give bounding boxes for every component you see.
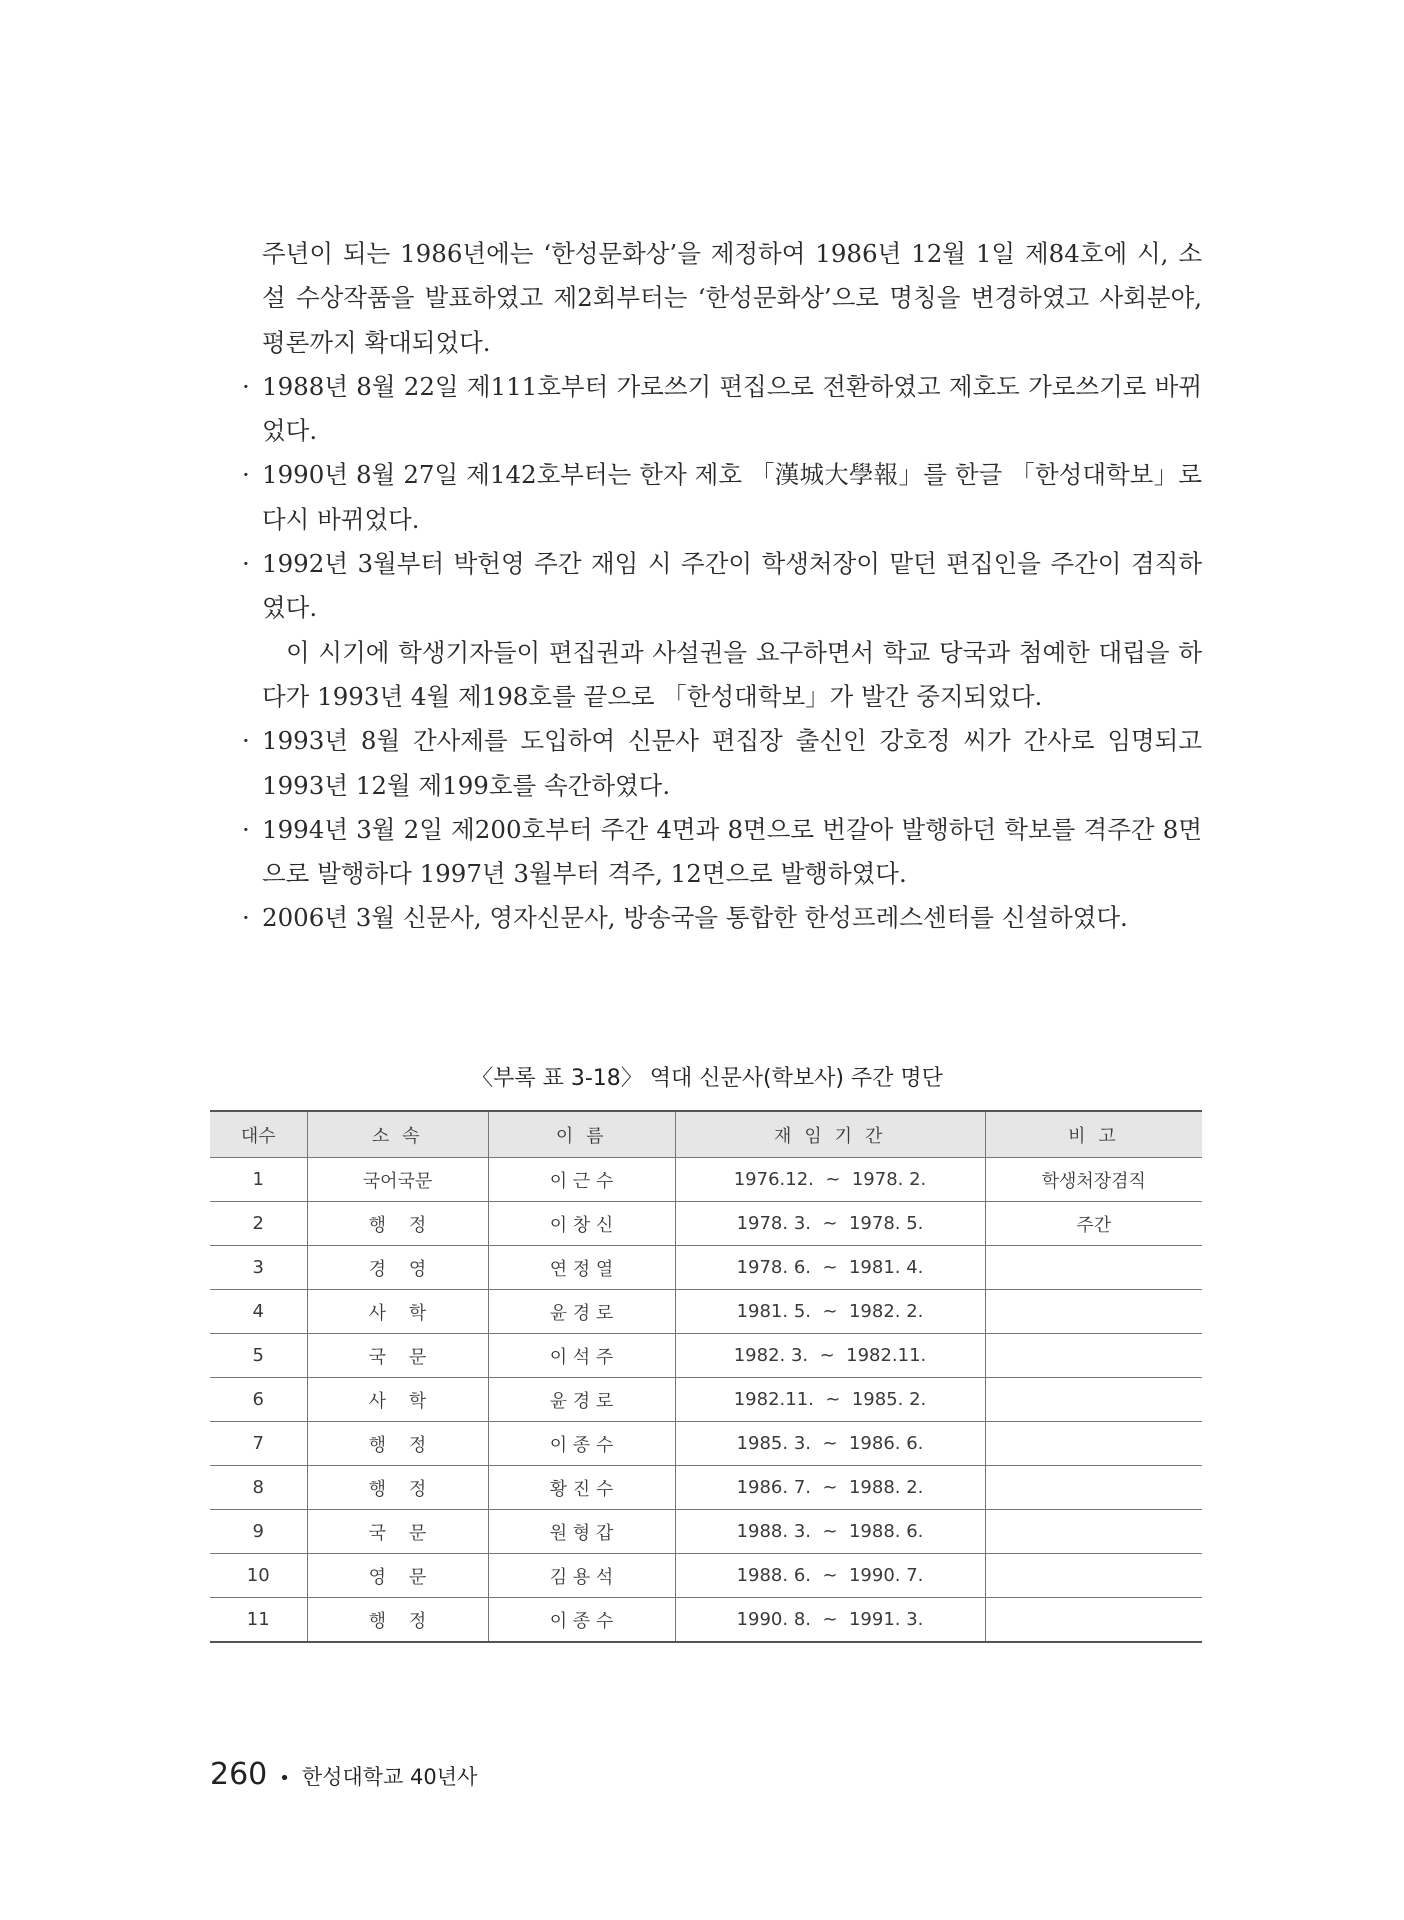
table-cell: 행 정	[307, 1202, 488, 1246]
bullet-mark: ·	[242, 903, 250, 933]
table-cell: 1978. 3. ~ 1978. 5.	[675, 1202, 985, 1246]
table-row	[210, 1246, 1202, 1290]
table-body	[210, 1158, 1202, 1643]
table-row	[210, 1334, 1202, 1378]
table-row	[210, 1378, 1202, 1422]
paragraph: 주년이 되는 1986년에는 ‘한성문화상’을 제정하여 1986년 12월 1일 제84호에 시, 소설 수상작품을 발표하였고 제2회부터는 ‘한성문화상’으로 명칭을 변경하였고 사회분야, 평론까지 확대되었다.	[262, 239, 1202, 357]
bullet-mark: ·	[242, 726, 250, 756]
table-row	[210, 1158, 1202, 1202]
table-cell: 3	[210, 1246, 307, 1290]
bullet-mark: ·	[242, 460, 250, 490]
table-cell: 이 창 신	[488, 1202, 675, 1246]
bullet-item	[240, 365, 1202, 454]
table-cell	[985, 1290, 1202, 1334]
bullet-text: 1988년 8월 22일 제111호부터 가로쓰기 편집으로 전환하였고 제호도 가로쓰기로 바뀌었다.	[262, 371, 1202, 446]
table-cell: 김 용 석	[488, 1554, 675, 1598]
table-cell: 4	[210, 1290, 307, 1334]
table-row	[210, 1554, 1202, 1598]
page-number: 260	[210, 1757, 268, 1792]
table-row	[210, 1422, 1202, 1466]
bullet-item	[240, 719, 1202, 808]
table-cell: 5	[210, 1334, 307, 1378]
table-cell: 학생처장겸직	[985, 1158, 1202, 1202]
table-row	[210, 1202, 1202, 1246]
table-cell: 1981. 5. ~ 1982. 2.	[675, 1290, 985, 1334]
table-cell: 윤 경 로	[488, 1290, 675, 1334]
header-cell: 비 고	[985, 1111, 1202, 1158]
table-cell: 1988. 3. ~ 1988. 6.	[675, 1510, 985, 1554]
table-cell: 경 영	[307, 1246, 488, 1290]
table-cell: 사 학	[307, 1290, 488, 1334]
bullet-item	[240, 808, 1202, 897]
table-cell: 10	[210, 1554, 307, 1598]
bullet-text: 1990년 8월 27일 제142호부터는 한자 제호 「漢城大學報」를 한글 「한성대학보」로 다시 바뀌었다.	[262, 460, 1202, 534]
header-cell: 대수	[210, 1111, 307, 1158]
table-cell: 1985. 3. ~ 1986. 6.	[675, 1422, 985, 1466]
table-cell: 1990. 8. ~ 1991. 3.	[675, 1598, 985, 1643]
table-cell	[985, 1246, 1202, 1290]
table-row	[210, 1290, 1202, 1334]
bullet-mark: ·	[242, 814, 250, 844]
table-cell: 1982. 3. ~ 1982.11.	[675, 1334, 985, 1378]
table-cell: 9	[210, 1510, 307, 1554]
table-cell: 행 정	[307, 1598, 488, 1643]
table-cell	[985, 1598, 1202, 1643]
book-title: 한성대학교 40년사	[301, 1765, 478, 1789]
table-cell: 윤 경 로	[488, 1378, 675, 1422]
table-cell: 국어국문	[307, 1158, 488, 1202]
bullet-item	[240, 453, 1202, 542]
table-cell: 황 진 수	[488, 1466, 675, 1510]
table-cell	[985, 1378, 1202, 1422]
bullet-mark: ·	[242, 371, 250, 401]
table-cell: 6	[210, 1378, 307, 1422]
table-cell: 주간	[985, 1202, 1202, 1246]
table-cell: 원 형 갑	[488, 1510, 675, 1554]
footer-separator: •	[279, 1768, 290, 1789]
bullet-item	[240, 542, 1202, 631]
bullet-text: 2006년 3월 신문사, 영자신문사, 방송국을 통합한 한성프레스센터를 신설하였다.	[262, 903, 1128, 933]
table-caption: 〈부록 표 3-18〉 역대 신문사(학보사) 주간 명단	[471, 1066, 943, 1091]
table-cell: 연 정 열	[488, 1246, 675, 1290]
table-cell: 행 정	[307, 1466, 488, 1510]
table-cell: 1988. 6. ~ 1990. 7.	[675, 1554, 985, 1598]
table-cell: 1	[210, 1158, 307, 1202]
table-cell	[985, 1466, 1202, 1510]
bullet-text: 1994년 3월 2일 제200호부터 주간 4면과 8면으로 번갈아 발행하던 학보를 격주간 8면으로 발행하다 1997년 3월부터 격주, 12면으로 발행하였다.	[262, 814, 1202, 889]
table-cell	[985, 1510, 1202, 1554]
table-cell: 이 종 수	[488, 1598, 675, 1643]
table-cell: 국 문	[307, 1334, 488, 1378]
bullet-item	[240, 896, 1202, 940]
table-cell: 행 정	[307, 1422, 488, 1466]
page-footer	[210, 1757, 477, 1792]
header-cell: 이 름	[488, 1111, 675, 1158]
table-cell: 1978. 6. ~ 1981. 4.	[675, 1246, 985, 1290]
body-text	[240, 232, 1202, 941]
table-header-row	[210, 1111, 1202, 1158]
bullet-text: 1993년 8월 간사제를 도입하여 신문사 편집장 출신인 강호정 씨가 간사로 임명되고 1993년 12월 제199호를 속간하였다.	[262, 726, 1202, 800]
table-cell: 2	[210, 1202, 307, 1246]
table-cell: 8	[210, 1466, 307, 1510]
table-cell: 사 학	[307, 1378, 488, 1422]
table-cell: 이 근 수	[488, 1158, 675, 1202]
header-cell: 재 임 기 간	[675, 1111, 985, 1158]
table-cell: 이 종 수	[488, 1422, 675, 1466]
table-cell: 국 문	[307, 1510, 488, 1554]
bullet-text: 1992년 3월부터 박헌영 주간 재임 시 주간이 학생처장이 맡던 편집인을 주간이 겸직하였다.	[262, 549, 1202, 623]
header-cell: 소 속	[307, 1111, 488, 1158]
table-row	[210, 1466, 1202, 1510]
table-cell	[985, 1422, 1202, 1466]
table-cell: 이 석 주	[488, 1334, 675, 1378]
table-row	[210, 1510, 1202, 1554]
paragraph: 이 시기에 학생기자들이 편집권과 사설권을 요구하면서 학교 당국과 첨예한 대립을 하다가 1993년 4월 제198호를 끝으로 「한성대학보」가 발간 중지되었다.	[262, 637, 1202, 711]
table-cell	[985, 1334, 1202, 1378]
table-cell: 영 문	[307, 1554, 488, 1598]
table-cell: 1986. 7. ~ 1988. 2.	[675, 1466, 985, 1510]
table-cell: 11	[210, 1598, 307, 1643]
bullet-mark: ·	[242, 549, 250, 579]
table-cell	[985, 1554, 1202, 1598]
editor-roster-table	[210, 1110, 1202, 1643]
table-cell: 1976.12. ~ 1978. 2.	[675, 1158, 985, 1202]
table-cell: 7	[210, 1422, 307, 1466]
table-row	[210, 1598, 1202, 1643]
table-cell: 1982.11. ~ 1985. 2.	[675, 1378, 985, 1422]
